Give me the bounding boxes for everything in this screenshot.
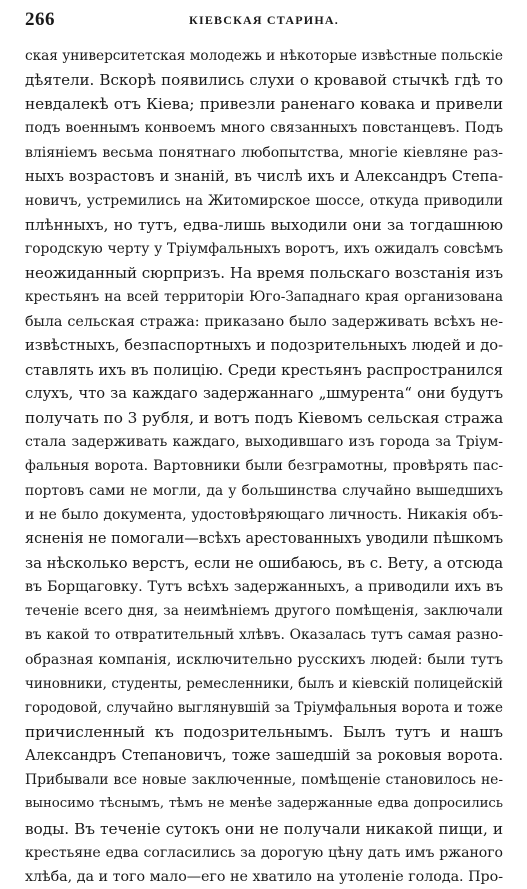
text-line: въ какой то отвратительный хлѣвъ. Оказалась тутъ самая разно- — [25, 627, 503, 644]
text-line: въ Борщаговку. Тутъ всѣхъ задержанныхъ, а приводили ихъ въ — [25, 579, 503, 596]
text-line: теченіе всего дня, за неимѣніемъ другого помѣщенія, заключали — [25, 603, 503, 620]
text-line: Александръ Степановичъ, тоже зашедшій за роковыя ворота. — [25, 748, 503, 765]
text-line: ставлять ихъ въ полицію. Среди крестьянъ распространился — [25, 360, 503, 379]
text-line: новичъ, устремились на Житомирское шоссе, откуда приводили — [25, 192, 503, 209]
text-line: подъ военнымъ конвоемъ много связанныхъ повстанцевъ. Подъ — [25, 120, 503, 137]
text-line: стала задерживать каждаго, выходившаго изъ города за Тріум- — [25, 434, 503, 451]
text-line: воды. Въ теченіе сутокъ они не получали никакой пищи, и — [25, 819, 503, 838]
text-line: образная компанія, исключительно русскихъ людей: были тутъ — [25, 651, 503, 668]
text-line: крестьянъ на всей территоріи Юго-Западнаго края организована — [25, 289, 503, 306]
text-line: чиновники, студенты, ремесленники, былъ и кіевскій полицейскій — [25, 675, 503, 692]
text-line: невдалекѣ отъ Кіева; привезли раненаго ковака и привели — [25, 95, 503, 114]
text-line: ясненія не помогали—всѣхъ арестованныхъ уводили пѣшкомъ — [25, 530, 503, 547]
text-line: выносимо тѣснымъ, тѣмъ не менѣе задержанные едва допросились — [25, 796, 503, 812]
text-line: вліяніемъ весьма понятнаго любопытства, многіе кіевляне раз- — [25, 144, 503, 161]
text-line: неожиданный сюрпризъ. На время польскаго возстанія изъ — [25, 264, 503, 283]
page-header — [25, 9, 503, 33]
text-line: за нѣсколько верстъ, если не ошибаюсь, въ с. Вету, а отсюда — [25, 553, 503, 572]
text-line: ская университетская молодежь и нѣкоторые извѣстные польскіе — [25, 48, 503, 64]
text-line: причисленный къ подозрительнымъ. Былъ тутъ и нашъ — [25, 722, 503, 741]
running-title: КІЕВСКАЯ СТАРИНА. — [189, 13, 339, 27]
text-line: городовой, случайно выглянувшій за Тріумфальныя ворота и тоже — [25, 699, 503, 716]
text-line: плѣнныхъ, но тутъ, едва-лишь выходили они за тогдашнюю — [25, 215, 503, 234]
text-line: слухъ, что за каждаго задержаннаго „шмурента“ они будутъ — [25, 384, 503, 402]
text-line: фальныя ворота. Вартовники были безграмотны, провѣрять пас- — [25, 458, 503, 475]
text-line: крестьяне едва согласились за дорогую цѣну дать имъ ржаного — [25, 844, 503, 861]
text-line: городскую черту у Тріумфальныхъ воротъ, ихъ ожидалъ совсѣмъ — [25, 241, 503, 258]
text-line: получать по 3 рубля, и вотъ подъ Кіевомъ сельская стража — [25, 409, 503, 428]
text-line: была сельская стража: приказано было задерживать всѣхъ не- — [25, 313, 503, 330]
text-line: извѣстныхъ, безпаспортныхъ и подозрительныхъ людей и до- — [25, 336, 503, 354]
text-line: хлѣба, да и того мало—его не хватило на утоленіе голода. Про- — [25, 868, 503, 885]
text-line: и не было документа, удостовѣряющаго личность. Никакія объ- — [25, 506, 503, 523]
page-number: 266 — [25, 9, 55, 30]
text-line: дѣятели. Вскорѣ появились слухи о кровавой стычкѣ гдѣ то — [25, 71, 503, 90]
body-text — [25, 44, 503, 889]
text-line: ныхъ возрастовъ и знаній, въ числѣ ихъ и Александръ Степа- — [25, 167, 503, 185]
text-line: Прибывали все новые заключенные, помѣщеніе становилось не- — [25, 772, 503, 789]
text-line: портовъ сами не могли, да у большинства случайно вышедшихъ — [25, 482, 503, 499]
